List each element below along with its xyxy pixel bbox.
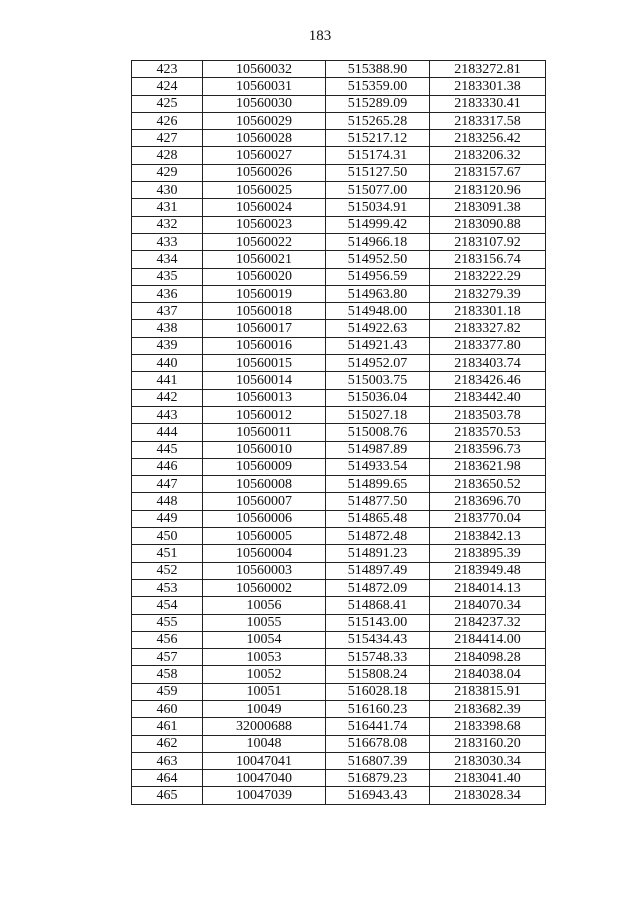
table-row [132,199,546,216]
table-row [132,372,546,389]
table-row [132,355,546,372]
y-coordinate-cell: 2183696.70 [430,493,546,510]
point-number-cell: 441 [132,372,203,389]
point-number-cell: 453 [132,579,203,596]
point-id-cell: 10560011 [203,424,326,441]
point-id-cell: 10560008 [203,476,326,493]
y-coordinate-cell: 2184237.32 [430,614,546,631]
y-coordinate-cell: 2183272.81 [430,61,546,78]
point-number-cell: 427 [132,130,203,147]
y-coordinate-cell: 2183279.39 [430,285,546,302]
x-coordinate-cell: 515027.18 [326,406,430,423]
point-id-cell: 10560029 [203,112,326,129]
point-number-cell: 450 [132,528,203,545]
point-number-cell: 461 [132,718,203,735]
point-id-cell: 10560009 [203,458,326,475]
point-id-cell: 10560027 [203,147,326,164]
point-id-cell: 10560023 [203,216,326,233]
table-row [132,441,546,458]
table-row [132,130,546,147]
point-id-cell: 10055 [203,614,326,631]
table-row [132,337,546,354]
point-id-cell: 10560013 [203,389,326,406]
y-coordinate-cell: 2183949.48 [430,562,546,579]
y-coordinate-cell: 2183426.46 [430,372,546,389]
point-id-cell: 10560003 [203,562,326,579]
point-number-cell: 456 [132,631,203,648]
point-id-cell: 10560031 [203,78,326,95]
y-coordinate-cell: 2183330.41 [430,95,546,112]
table-row [132,718,546,735]
point-number-cell: 428 [132,147,203,164]
x-coordinate-cell: 515289.09 [326,95,430,112]
table-row [132,614,546,631]
point-id-cell: 10560010 [203,441,326,458]
y-coordinate-cell: 2183156.74 [430,251,546,268]
y-coordinate-cell: 2183041.40 [430,770,546,787]
y-coordinate-cell: 2183120.96 [430,182,546,199]
table-row [132,61,546,78]
table-row [132,406,546,423]
x-coordinate-cell: 515008.76 [326,424,430,441]
x-coordinate-cell: 515808.24 [326,666,430,683]
table-row [132,752,546,769]
point-number-cell: 465 [132,787,203,804]
point-number-cell: 423 [132,61,203,78]
point-id-cell: 10053 [203,649,326,666]
table-row [132,597,546,614]
x-coordinate-cell: 516028.18 [326,683,430,700]
x-coordinate-cell: 514868.41 [326,597,430,614]
x-coordinate-cell: 514999.42 [326,216,430,233]
y-coordinate-cell: 2183403.74 [430,355,546,372]
point-id-cell: 10560015 [203,355,326,372]
x-coordinate-cell: 515143.00 [326,614,430,631]
table-row [132,147,546,164]
y-coordinate-cell: 2183327.82 [430,320,546,337]
point-number-cell: 455 [132,614,203,631]
x-coordinate-cell: 514872.48 [326,528,430,545]
x-coordinate-cell: 516160.23 [326,700,430,717]
x-coordinate-cell: 514865.48 [326,510,430,527]
table-body [132,61,546,805]
point-number-cell: 433 [132,233,203,250]
table-row [132,233,546,250]
y-coordinate-cell: 2183206.32 [430,147,546,164]
x-coordinate-cell: 515388.90 [326,61,430,78]
point-id-cell: 10560021 [203,251,326,268]
point-id-cell: 10054 [203,631,326,648]
point-number-cell: 424 [132,78,203,95]
table-row [132,164,546,181]
x-coordinate-cell: 514872.09 [326,579,430,596]
point-number-cell: 438 [132,320,203,337]
point-number-cell: 429 [132,164,203,181]
table-row [132,666,546,683]
page-number: 183 [308,28,332,44]
point-number-cell: 462 [132,735,203,752]
point-number-cell: 460 [132,700,203,717]
point-id-cell: 10560028 [203,130,326,147]
point-id-cell: 10052 [203,666,326,683]
point-id-cell: 10560004 [203,545,326,562]
y-coordinate-cell: 2183815.91 [430,683,546,700]
table-row [132,735,546,752]
x-coordinate-cell: 515748.33 [326,649,430,666]
point-id-cell: 10560018 [203,303,326,320]
point-id-cell: 10560007 [203,493,326,510]
table-row [132,251,546,268]
y-coordinate-cell: 2183650.52 [430,476,546,493]
table-row [132,493,546,510]
point-id-cell: 10560005 [203,528,326,545]
table-row [132,320,546,337]
x-coordinate-cell: 514921.43 [326,337,430,354]
point-id-cell: 10056 [203,597,326,614]
point-number-cell: 449 [132,510,203,527]
y-coordinate-cell: 2183091.38 [430,199,546,216]
y-coordinate-cell: 2183842.13 [430,528,546,545]
x-coordinate-cell: 515003.75 [326,372,430,389]
point-number-cell: 444 [132,424,203,441]
point-id-cell: 10047039 [203,787,326,804]
point-number-cell: 426 [132,112,203,129]
y-coordinate-cell: 2183301.38 [430,78,546,95]
y-coordinate-cell: 2184038.04 [430,666,546,683]
table-row [132,424,546,441]
table-row [132,216,546,233]
point-number-cell: 454 [132,597,203,614]
point-id-cell: 10560016 [203,337,326,354]
table-row [132,700,546,717]
table-row [132,458,546,475]
point-number-cell: 457 [132,649,203,666]
x-coordinate-cell: 514891.23 [326,545,430,562]
x-coordinate-cell: 516441.74 [326,718,430,735]
point-number-cell: 463 [132,752,203,769]
x-coordinate-cell: 514952.50 [326,251,430,268]
point-id-cell: 10560014 [203,372,326,389]
coordinates-table [131,60,546,805]
x-coordinate-cell: 515359.00 [326,78,430,95]
table-row [132,562,546,579]
x-coordinate-cell: 514877.50 [326,493,430,510]
point-number-cell: 459 [132,683,203,700]
point-number-cell: 425 [132,95,203,112]
point-id-cell: 10560020 [203,268,326,285]
point-id-cell: 10560019 [203,285,326,302]
y-coordinate-cell: 2183157.67 [430,164,546,181]
y-coordinate-cell: 2183682.39 [430,700,546,717]
point-number-cell: 446 [132,458,203,475]
point-number-cell: 439 [132,337,203,354]
table-row [132,579,546,596]
table-row [132,303,546,320]
point-number-cell: 443 [132,406,203,423]
y-coordinate-cell: 2183222.29 [430,268,546,285]
x-coordinate-cell: 515174.31 [326,147,430,164]
y-coordinate-cell: 2183107.92 [430,233,546,250]
point-id-cell: 32000688 [203,718,326,735]
y-coordinate-cell: 2183895.39 [430,545,546,562]
y-coordinate-cell: 2183256.42 [430,130,546,147]
point-id-cell: 10560017 [203,320,326,337]
x-coordinate-cell: 514933.54 [326,458,430,475]
point-number-cell: 447 [132,476,203,493]
x-coordinate-cell: 515434.43 [326,631,430,648]
y-coordinate-cell: 2184014.13 [430,579,546,596]
point-id-cell: 10560006 [203,510,326,527]
x-coordinate-cell: 515036.04 [326,389,430,406]
x-coordinate-cell: 516879.23 [326,770,430,787]
y-coordinate-cell: 2183770.04 [430,510,546,527]
table-row [132,631,546,648]
x-coordinate-cell: 515077.00 [326,182,430,199]
point-id-cell: 10048 [203,735,326,752]
point-number-cell: 445 [132,441,203,458]
x-coordinate-cell: 514897.49 [326,562,430,579]
table-row [132,268,546,285]
y-coordinate-cell: 2183503.78 [430,406,546,423]
x-coordinate-cell: 515034.91 [326,199,430,216]
y-coordinate-cell: 2183442.40 [430,389,546,406]
point-number-cell: 451 [132,545,203,562]
point-number-cell: 442 [132,389,203,406]
table-row [132,545,546,562]
point-id-cell: 10560002 [203,579,326,596]
x-coordinate-cell: 514966.18 [326,233,430,250]
x-coordinate-cell: 515217.12 [326,130,430,147]
point-id-cell: 10051 [203,683,326,700]
y-coordinate-cell: 2183570.53 [430,424,546,441]
point-id-cell: 10560025 [203,182,326,199]
point-id-cell: 10047040 [203,770,326,787]
y-coordinate-cell: 2183398.68 [430,718,546,735]
y-coordinate-cell: 2183596.73 [430,441,546,458]
point-number-cell: 452 [132,562,203,579]
y-coordinate-cell: 2183621.98 [430,458,546,475]
x-coordinate-cell: 515127.50 [326,164,430,181]
table-row [132,112,546,129]
point-id-cell: 10560026 [203,164,326,181]
point-id-cell: 10049 [203,700,326,717]
point-id-cell: 10560024 [203,199,326,216]
table-row [132,95,546,112]
point-number-cell: 448 [132,493,203,510]
table-row [132,787,546,804]
x-coordinate-cell: 516943.43 [326,787,430,804]
y-coordinate-cell: 2184070.34 [430,597,546,614]
x-coordinate-cell: 514987.89 [326,441,430,458]
point-id-cell: 10560012 [203,406,326,423]
point-number-cell: 435 [132,268,203,285]
point-number-cell: 431 [132,199,203,216]
table-row [132,285,546,302]
point-number-cell: 430 [132,182,203,199]
point-id-cell: 10047041 [203,752,326,769]
table-row [132,476,546,493]
table-row [132,78,546,95]
point-number-cell: 432 [132,216,203,233]
x-coordinate-cell: 515265.28 [326,112,430,129]
point-number-cell: 464 [132,770,203,787]
point-number-cell: 434 [132,251,203,268]
x-coordinate-cell: 514922.63 [326,320,430,337]
y-coordinate-cell: 2183030.34 [430,752,546,769]
table-row [132,182,546,199]
y-coordinate-cell: 2183090.88 [430,216,546,233]
point-number-cell: 436 [132,285,203,302]
table-row [132,770,546,787]
x-coordinate-cell: 514963.80 [326,285,430,302]
table-row [132,510,546,527]
point-number-cell: 440 [132,355,203,372]
point-id-cell: 10560022 [203,233,326,250]
point-id-cell: 10560032 [203,61,326,78]
point-number-cell: 458 [132,666,203,683]
x-coordinate-cell: 514952.07 [326,355,430,372]
y-coordinate-cell: 2183160.20 [430,735,546,752]
point-number-cell: 437 [132,303,203,320]
y-coordinate-cell: 2184098.28 [430,649,546,666]
x-coordinate-cell: 514899.65 [326,476,430,493]
table-row [132,683,546,700]
table-row [132,528,546,545]
table-row [132,649,546,666]
y-coordinate-cell: 2184414.00 [430,631,546,648]
x-coordinate-cell: 514948.00 [326,303,430,320]
y-coordinate-cell: 2183028.34 [430,787,546,804]
table-row [132,389,546,406]
y-coordinate-cell: 2183301.18 [430,303,546,320]
y-coordinate-cell: 2183317.58 [430,112,546,129]
x-coordinate-cell: 514956.59 [326,268,430,285]
x-coordinate-cell: 516678.08 [326,735,430,752]
point-id-cell: 10560030 [203,95,326,112]
x-coordinate-cell: 516807.39 [326,752,430,769]
y-coordinate-cell: 2183377.80 [430,337,546,354]
